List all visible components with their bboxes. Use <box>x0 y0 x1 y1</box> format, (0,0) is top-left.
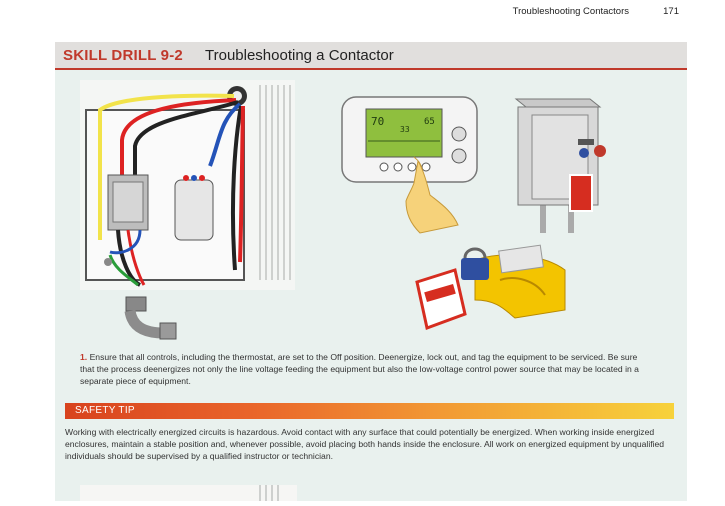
thermostat-display-mid: 33 <box>400 125 410 134</box>
thermostat-drawing <box>340 95 485 235</box>
disconnect-box-illustration <box>510 95 610 235</box>
step-1-text <box>80 351 640 387</box>
contactor-panel-illustration <box>80 80 295 290</box>
next-step-drawing <box>80 485 297 501</box>
contactor-panel-drawing <box>80 80 295 290</box>
step-description: Ensure that all controls, including the thermostat, are set to the Off position. Deenergize, lock out, and tag the equipment to be serviced. Be sure that the process deenergizes not only the line voltage feeding the equipment but also the low-voltage control power source that may be located in a separate piece of equipment. <box>80 352 639 386</box>
thermostat-display-left: 70 <box>371 115 385 128</box>
thermostat-display-right: 65 <box>424 117 435 127</box>
skill-drill-title: Troubleshooting a Contactor <box>205 47 394 64</box>
skill-drill-label: SKILL DRILL 9-2 <box>63 47 183 64</box>
safety-tip-banner <box>65 403 674 419</box>
running-head <box>0 6 725 20</box>
lockout-padlock-drawing <box>405 240 570 345</box>
step-number: 1. <box>80 352 88 362</box>
thermostat-illustration <box>340 95 485 235</box>
conduit-fitting <box>120 295 180 340</box>
lockout-padlock-illustration <box>405 240 570 345</box>
skill-drill-header <box>55 42 687 70</box>
page-number: 171 <box>663 6 679 17</box>
safety-tip-text: Working with electrically energized circuits is hazardous. Avoid contact with any surface that could potentially be energized. When working inside energized enclosures, maintain a stable position and, whenever possible, avoid placing both hands inside the enclosure. All work on energized equipment by unqualified individuals should be supervised by a qualified instructor or technician. <box>65 427 665 461</box>
running-head-title: Troubleshooting Contactors <box>512 6 629 17</box>
disconnect-box-drawing <box>510 95 610 235</box>
safety-tip-label: SAFETY TIP <box>75 405 135 416</box>
conduit-fitting-drawing <box>120 295 180 340</box>
next-step-illustration <box>80 485 297 501</box>
